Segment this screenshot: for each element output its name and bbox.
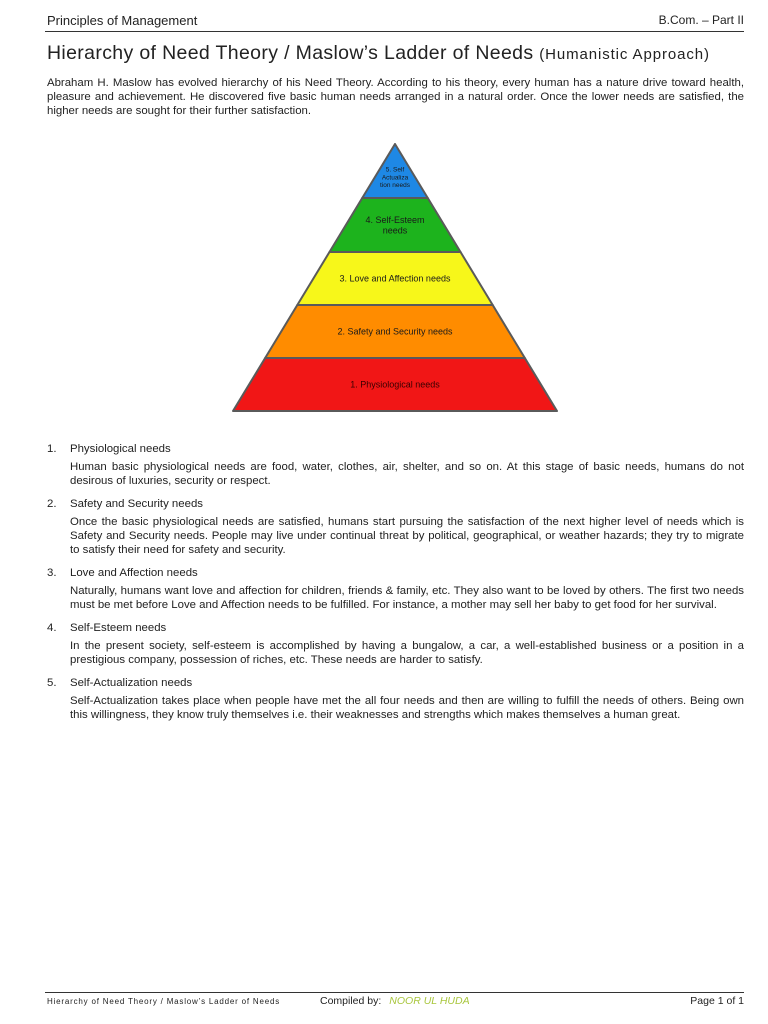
header-divider (45, 31, 744, 32)
course-title: Principles of Management (47, 13, 198, 28)
maslow-pyramid-diagram (231, 143, 559, 413)
pyramid-label-line: tion needs (380, 182, 410, 190)
need-description: In the present society, self-esteem is accomplished by having a bungalow, a car, a well-established business or a position in a prestigious company, possession of riches, etc. These needs are harder to satisfy. (70, 640, 744, 666)
pyramid-level-3-label (340, 274, 451, 284)
page-title-subtitle: (Humanistic Approach) (539, 46, 710, 63)
intro-paragraph: Abraham H. Maslow has evolved hierarchy of his Need Theory. According to his theory, every human has a nature drive toward health, pleasure and achievement. He discovered five basic human needs arranged in a natural order. Once the lower needs are satisfied, the higher needs are sought for their further satisfaction. (47, 77, 744, 117)
need-number: 5. (47, 677, 57, 689)
pyramid-label-line: 1. Physiological needs (350, 379, 440, 390)
course-part: B.Com. – Part II (658, 13, 744, 27)
footer-compiled-by (320, 995, 470, 1007)
need-heading (47, 621, 744, 635)
needs-list (47, 442, 744, 731)
need-title: Self-Actualization needs (70, 677, 193, 689)
need-heading (47, 676, 744, 690)
footer-divider (45, 992, 744, 993)
need-description: Human basic physiological needs are food, water, clothes, air, shelter, and so on. At this stage of basic needs, humans do not desirous of luxuries, security or respect. (70, 461, 744, 487)
footer-document-title: Hierarchy of Need Theory / Maslow’s Ladder of Needs (47, 997, 281, 1006)
need-title: Safety and Security needs (70, 498, 203, 510)
need-title: Physiological needs (70, 443, 171, 455)
page-title-main: Hierarchy of Need Theory / Maslow’s Ladder of Needs (47, 42, 534, 64)
need-description: Self-Actualization takes place when people have met the all four needs and then are willing to fulfill the needs of others. Being own this willingness, they know truly themselves i.e. their weaknesses and strengths which makes themselves a human great. (70, 695, 744, 721)
need-description: Naturally, humans want love and affection for children, friends & family, etc. They also want to be loved by others. The first two needs must be met before Love and Affection needs to be fulfilled. For instance, a mother may sell her baby to get food for her survival. (70, 585, 744, 611)
need-item (47, 621, 744, 667)
need-title: Self-Esteem needs (70, 622, 167, 634)
need-item (47, 497, 744, 557)
page-title (47, 42, 710, 65)
need-title: Love and Affection needs (70, 567, 198, 579)
pyramid-label-line: 3. Love and Affection needs (339, 273, 451, 284)
page-number: Page 1 of 1 (690, 995, 744, 1007)
pyramid-label-line: needs (382, 225, 408, 236)
pyramid-label-line: 2. Safety and Security needs (337, 326, 453, 337)
need-item (47, 566, 744, 612)
compiled-by-name: NOOR UL HUDA (389, 995, 470, 1007)
need-item (47, 676, 744, 722)
pyramid-label-line: 4. Self-Esteem (365, 214, 425, 225)
need-number: 2. (47, 498, 57, 510)
need-number: 4. (47, 622, 57, 634)
pyramid-label-line: Actualiza (381, 174, 409, 182)
need-heading (47, 442, 744, 456)
need-description: Once the basic physiological needs are satisfied, humans start pursuing the satisfaction of the next higher level of needs which is Safety and Security needs. People may live under continual threat by political, geographical, or weather hazards; they try to migrate to satisfy their need for safety and security. (70, 516, 744, 556)
need-heading (47, 566, 744, 580)
need-number: 1. (47, 443, 57, 455)
pyramid-label-line: 5. Self (385, 166, 405, 174)
pyramid-level-1-label (350, 380, 440, 390)
need-heading (47, 497, 744, 511)
compiled-by-label: Compiled by: (320, 995, 382, 1007)
need-number: 3. (47, 567, 57, 579)
need-item (47, 442, 744, 488)
pyramid-level-2-label (337, 327, 453, 337)
